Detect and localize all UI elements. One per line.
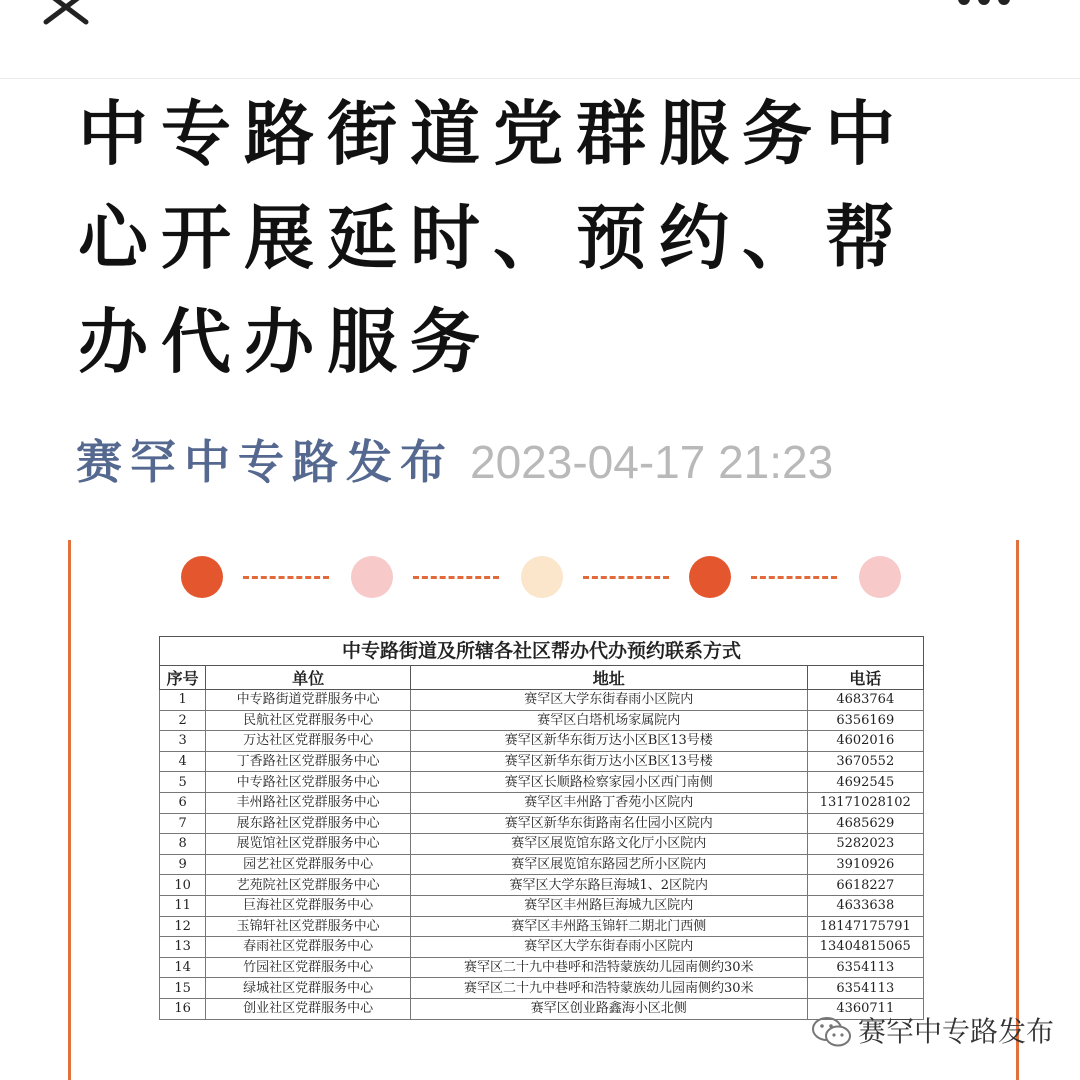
- deco-dash: [243, 576, 329, 579]
- cell-address: 赛罕区二十九中巷呼和浩特蒙族幼儿园南侧约30米: [410, 978, 807, 999]
- cell-address: 赛罕区长顺路检察家园小区西门南侧: [410, 772, 807, 793]
- cell-no: 13: [160, 937, 206, 958]
- wechat-icon: [810, 1015, 854, 1049]
- cell-no: 2: [160, 710, 206, 731]
- cell-unit: 玉锦轩社区党群服务中心: [206, 916, 411, 937]
- deco-dot: [351, 556, 393, 598]
- cell-no: 15: [160, 978, 206, 999]
- cell-phone: 3670552: [807, 751, 923, 772]
- cell-unit: 园艺社区党群服务中心: [206, 854, 411, 875]
- cell-unit: 展东路社区党群服务中心: [206, 813, 411, 834]
- cell-address: 赛罕区大学东街春雨小区院内: [410, 690, 807, 711]
- cell-phone: 6618227: [807, 875, 923, 896]
- close-button[interactable]: [40, 0, 94, 28]
- cell-phone: 3910926: [807, 854, 923, 875]
- cell-unit: 中专路社区党群服务中心: [206, 772, 411, 793]
- cell-address: 赛罕区新华东街万达小区B区13号楼: [410, 751, 807, 772]
- deco-dot: [859, 556, 901, 598]
- deco-dot: [181, 556, 223, 598]
- cell-phone: 13404815065: [807, 937, 923, 958]
- cell-unit: 中专路街道党群服务中心: [206, 690, 411, 711]
- contact-table: [159, 636, 924, 1020]
- table-row: [160, 957, 924, 978]
- cell-unit: 创业社区党群服务中心: [206, 998, 411, 1019]
- deco-dash: [583, 576, 669, 579]
- cell-unit: 展览馆社区党群服务中心: [206, 834, 411, 855]
- contact-table-wrap: [159, 636, 924, 1020]
- article-image[interactable]: [68, 540, 1019, 1080]
- cell-address: 赛罕区二十九中巷呼和浩特蒙族幼儿园南侧约30米: [410, 957, 807, 978]
- cell-unit: 民航社区党群服务中心: [206, 710, 411, 731]
- cell-phone: 6354113: [807, 957, 923, 978]
- deco-dash: [413, 576, 499, 579]
- table-row: [160, 937, 924, 958]
- table-row: [160, 854, 924, 875]
- cell-address: 赛罕区展览馆东路园艺所小区院内: [410, 854, 807, 875]
- cell-no: 12: [160, 916, 206, 937]
- table-row: [160, 792, 924, 813]
- cell-address: 赛罕区展览馆东路文化厅小区院内: [410, 834, 807, 855]
- table-row: [160, 731, 924, 752]
- author-link[interactable]: 赛罕中专路发布: [76, 435, 454, 489]
- table-row: [160, 895, 924, 916]
- cell-no: 16: [160, 998, 206, 1019]
- cell-unit: 绿城社区党群服务中心: [206, 978, 411, 999]
- table-caption: 中专路街道及所辖各社区帮办代办预约联系方式: [159, 636, 924, 665]
- table-row: [160, 998, 924, 1019]
- cell-address: 赛罕区创业路鑫海小区北侧: [410, 998, 807, 1019]
- cell-phone: 6356169: [807, 710, 923, 731]
- cell-unit: 艺苑院社区党群服务中心: [206, 875, 411, 896]
- cell-phone: 6354113: [807, 978, 923, 999]
- table-row: [160, 916, 924, 937]
- table-header-row: [160, 666, 924, 690]
- cell-address: 赛罕区丰州路巨海城九区院内: [410, 895, 807, 916]
- cell-address: 赛罕区新华东街路南名仕园小区院内: [410, 813, 807, 834]
- cell-unit: 春雨社区党群服务中心: [206, 937, 411, 958]
- cell-unit: 竹园社区党群服务中心: [206, 957, 411, 978]
- cell-unit: 丰州路社区党群服务中心: [206, 792, 411, 813]
- watermark: [810, 1012, 1054, 1052]
- table-row: [160, 710, 924, 731]
- cell-no: 11: [160, 895, 206, 916]
- cell-phone: 4692545: [807, 772, 923, 793]
- decorative-dots: [181, 556, 911, 600]
- article-title: 中专路街道党群服务中心开展延时、预约、帮办代办服务: [78, 93, 908, 383]
- table-body: [160, 690, 924, 1020]
- watermark-text: 赛罕中专路发布: [858, 1015, 1055, 1048]
- header-phone: 电话: [807, 666, 923, 690]
- table-row: [160, 772, 924, 793]
- cell-no: 1: [160, 690, 206, 711]
- cell-no: 10: [160, 875, 206, 896]
- cell-phone: 18147175791: [807, 916, 923, 937]
- cell-no: 5: [160, 772, 206, 793]
- cell-no: 8: [160, 834, 206, 855]
- cell-address: 赛罕区白塔机场家属院内: [410, 710, 807, 731]
- cell-phone: 4685629: [807, 813, 923, 834]
- cell-no: 4: [160, 751, 206, 772]
- cell-no: 9: [160, 854, 206, 875]
- cell-address: 赛罕区丰州路玉锦轩二期北门西侧: [410, 916, 807, 937]
- cell-no: 14: [160, 957, 206, 978]
- publish-datetime: 2023-04-17 21:23: [470, 436, 834, 488]
- cell-phone: 13171028102: [807, 792, 923, 813]
- deco-dash: [751, 576, 837, 579]
- more-button[interactable]: [958, 0, 1028, 8]
- cell-address: 赛罕区丰州路丁香苑小区院内: [410, 792, 807, 813]
- header-unit: 单位: [206, 666, 411, 690]
- cell-address: 赛罕区大学东路巨海城1、2区院内: [410, 875, 807, 896]
- cell-address: 赛罕区大学东街春雨小区院内: [410, 937, 807, 958]
- cell-no: 3: [160, 731, 206, 752]
- cell-no: 7: [160, 813, 206, 834]
- cell-unit: 丁香路社区党群服务中心: [206, 751, 411, 772]
- table-row: [160, 978, 924, 999]
- cell-phone: 4602016: [807, 731, 923, 752]
- deco-dot: [521, 556, 563, 598]
- more-dots-icon: [958, 0, 970, 5]
- table-row: [160, 875, 924, 896]
- cell-phone: 5282023: [807, 834, 923, 855]
- table-row: [160, 690, 924, 711]
- cell-phone: 4360711: [807, 998, 923, 1019]
- cell-unit: 巨海社区党群服务中心: [206, 895, 411, 916]
- table-row: [160, 751, 924, 772]
- cell-unit: 万达社区党群服务中心: [206, 731, 411, 752]
- cell-no: 6: [160, 792, 206, 813]
- cell-phone: 4683764: [807, 690, 923, 711]
- cell-phone: 4633638: [807, 895, 923, 916]
- table-row: [160, 813, 924, 834]
- top-bar: [0, 0, 1080, 79]
- table-row: [160, 834, 924, 855]
- header-address: 地址: [410, 666, 807, 690]
- cell-address: 赛罕区新华东街万达小区B区13号楼: [410, 731, 807, 752]
- header-no: 序号: [160, 666, 206, 690]
- close-icon: [40, 0, 94, 28]
- deco-dot: [689, 556, 731, 598]
